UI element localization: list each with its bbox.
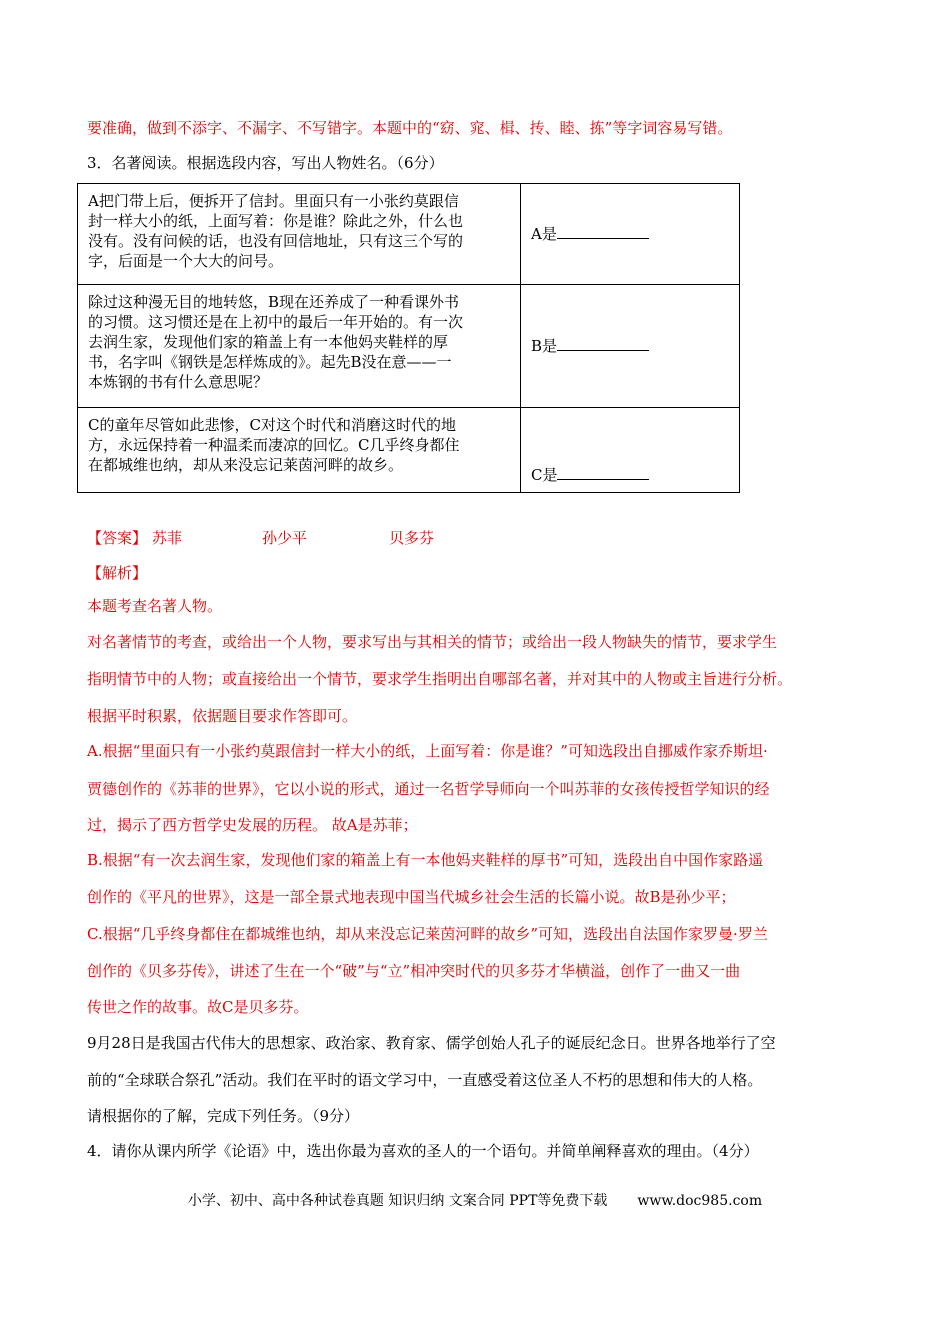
answer-blank-c [521, 408, 740, 493]
passage-line: 本炼钢的书有什么意思呢？ [88, 373, 269, 391]
passage-line: 封一样大小的纸，上面写着：你是谁？除此之外，什么也 [88, 212, 464, 230]
footer-site: www.doc985.com [637, 1193, 763, 1209]
answer-prompt: B是 [531, 337, 558, 355]
analysis-line: 本题考查名著人物。 [87, 597, 223, 615]
footer-text: 小学、初中、高中各种试卷真题 知识归纳 文案合同 PPT等免费下载 [187, 1193, 608, 1209]
answer-prompt: A是 [531, 225, 557, 243]
answer-prompt: C是 [531, 466, 558, 484]
fill-in-line [557, 465, 649, 480]
analysis-line: B.根据“有一次去润生家，发现他们家的箱盖上有一本他妈夹鞋样的厚书”可知，选段出自中国作家路遥 [87, 851, 764, 869]
intro-line: 9月28日是我国古代伟大的思想家、政治家、教育家、儒学创始人孔子的诞辰纪念日。世界各地举行了空 [87, 1034, 776, 1052]
passage-line: 的习惯。这习惯还是在上初中的最后一年开始的。有一次 [88, 313, 464, 331]
passage-a [78, 184, 521, 285]
answer-label: 【答案】 [87, 529, 148, 547]
analysis-line: 创作的《平凡的世界》，这是一部全景式地表现中国当代城乡社会生活的长篇小说。故B是孙少平； [87, 888, 736, 906]
question-3-title: 3．名著阅读。根据选段内容，写出人物姓名。（6分） [87, 154, 444, 172]
passage-line: 除过这种漫无目的地转悠，B现在还养成了一种看课外书 [88, 293, 460, 311]
answer-c: 贝多芬 [389, 529, 435, 547]
analysis-line: 对名著情节的考查，或给出一个人物，要求写出与其相关的情节；或给出一段人物缺失的情节，要求学生 [87, 633, 778, 651]
passage-c [78, 408, 521, 493]
passage-line: 字，后面是一个大大的问号。 [88, 252, 284, 270]
analysis-line: A.根据“里面只有一小张约莫跟信封一样大小的纸，上面写着：你是谁？”可知选段出自挪威作家乔斯坦· [87, 742, 768, 760]
reading-table [77, 183, 740, 493]
top-note: 要准确，做到不添字、不漏字、不写错字。本题中的“窈、窕、楫、抟、睦、拣”等字词容易写错。 [87, 119, 733, 137]
passage-line: A把门带上后，便拆开了信封。里面只有一小张约莫跟信 [88, 192, 459, 210]
analysis-label: 【解析】 [87, 564, 148, 582]
question-4: 4．请你从课内所学《论语》中，选出你最为喜欢的圣人的一个语句。并简单阐释喜欢的理由。（4分） [87, 1142, 759, 1160]
answer-blank-a [521, 184, 740, 285]
page-footer [0, 1190, 950, 1212]
passage-line: 去润生家，发现他们家的箱盖上有一本他妈夹鞋样的厚 [88, 333, 449, 351]
answer-blank-b [521, 285, 740, 408]
analysis-line: 创作的《贝多芬传》，讲述了生在一个“破”与“立”相冲突时代的贝多芬才华横溢，创作了一曲又一曲 [87, 962, 741, 980]
intro-line: 请根据你的了解，完成下列任务。（9分） [87, 1107, 360, 1125]
passage-b [78, 285, 521, 408]
intro-line: 前的“全球联合祭孔”活动。我们在平时的语文学习中，一直感受着这位圣人不朽的思想和伟大的人格。 [87, 1071, 763, 1089]
analysis-line: 过，揭示了西方哲学史发展的历程。 故A是苏菲； [87, 816, 418, 834]
analysis-line: C.根据“几乎终身都住在都城维也纳，却从来没忘记莱茵河畔的故乡”可知，选段出自法国作家罗曼·罗兰 [87, 925, 768, 943]
table-row [78, 408, 740, 493]
fill-in-line [557, 224, 649, 239]
passage-line: 方，永远保持着一种温柔而凄凉的回忆。C几乎终身都住 [88, 436, 460, 454]
table-row [78, 285, 740, 408]
analysis-line: 根据平时积累，依据题目要求作答即可。 [87, 707, 358, 725]
passage-line: 在都城维也纳，却从来没忘记莱茵河畔的故乡。 [88, 456, 404, 474]
analysis-line: 传世之作的故事。故C是贝多芬。 [87, 998, 309, 1016]
passage-line: C的童年尽管如此悲惨，C对这个时代和消磨这时代的地 [88, 416, 456, 434]
fill-in-line [557, 336, 649, 351]
analysis-line: 指明情节中的人物；或直接给出一个情节，要求学生指明出自哪部名著，并对其中的人物或主旨进行分析。 [87, 670, 793, 688]
passage-line: 书，名字叫《钢铁是怎样炼成的》。起先B没在意——一 [88, 353, 452, 371]
analysis-line: 贾德创作的《苏菲的世界》，它以小说的形式，通过一名哲学导师向一个叫苏菲的女孩传授哲学知识的经 [87, 780, 770, 798]
answer-b: 孙少平 [262, 529, 308, 547]
answer-a: 苏菲 [152, 529, 183, 547]
table-row [78, 184, 740, 285]
passage-line: 没有。没有问候的话，也没有回信地址，只有这三个写的 [88, 232, 464, 250]
